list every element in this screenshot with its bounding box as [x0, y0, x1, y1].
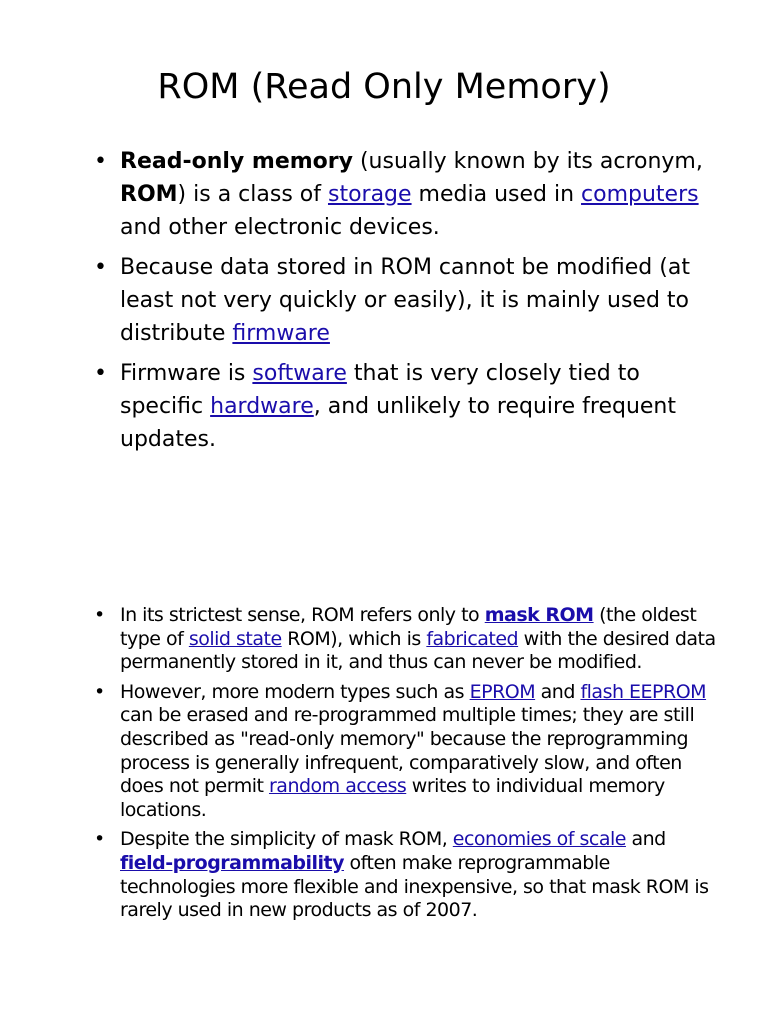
term-read-only-memory: Read-only memory — [120, 149, 353, 174]
text-span: and other electronic devices. — [120, 215, 440, 240]
text-span: can be erased and re-programmed multiple times; they are still described as "read-only memory" because the reprogramming process is generally infrequent, comparatively slow, and often does not permit — [120, 704, 695, 798]
text-span: ) is a class of — [177, 182, 328, 207]
bullet-list-secondary — [94, 604, 720, 929]
link-flash-eeprom[interactable]: flash EEPROM — [580, 680, 707, 703]
link-mask-rom[interactable]: mask ROM — [484, 604, 594, 626]
link-random-access[interactable]: random access — [268, 775, 407, 798]
text-span: media used in — [411, 182, 582, 207]
term-rom: ROM — [120, 182, 178, 207]
list-item — [94, 251, 720, 350]
text-span: Despite the simplicity of mask ROM, — [120, 828, 453, 851]
text-span: and — [535, 680, 581, 703]
text-span: writes to individual memory locations. — [120, 775, 665, 821]
bullet-icon: • — [94, 361, 107, 386]
text-span: However, more modern types such as — [120, 680, 470, 703]
list-item — [94, 828, 720, 922]
link-fabricated[interactable]: fabricated — [426, 627, 519, 650]
text-span: Firmware is — [120, 361, 253, 386]
link-hardware[interactable]: hardware — [210, 394, 314, 419]
link-storage[interactable]: storage — [327, 182, 412, 207]
list-item — [94, 357, 720, 456]
link-field-programmability[interactable]: field-programmability — [120, 851, 345, 874]
text-span: (the oldest type of — [120, 604, 697, 650]
link-software[interactable]: software — [252, 361, 347, 386]
text-span: ROM), which is — [281, 627, 427, 650]
text-span: (usually known by its acronym, — [352, 149, 703, 174]
text-span: Because data stored in ROM cannot be modified (at least not very quickly or easily), it is mainly used to distribute — [120, 255, 690, 346]
link-solid-state[interactable]: solid state — [188, 627, 282, 650]
list-item — [94, 145, 720, 244]
text-span: and — [625, 828, 666, 851]
link-economies-of-scale[interactable]: economies of scale — [452, 828, 626, 851]
bullet-icon: • — [94, 149, 107, 174]
link-eprom[interactable]: EPROM — [469, 680, 536, 703]
list-item — [94, 680, 720, 823]
text-span: , and unlikely to require frequent updates. — [120, 394, 676, 452]
bullet-list-primary — [94, 145, 720, 463]
bullet-icon: • — [94, 680, 105, 703]
text-span: often make reprogrammable technologies more flexible and inexpensive, so that mask ROM is rarely used in new products as of 2007. — [120, 851, 709, 922]
bullet-icon: • — [94, 604, 105, 626]
bullet-icon: • — [94, 255, 107, 280]
page-title: ROM (Read Only Memory) — [157, 67, 611, 107]
link-firmware[interactable]: firmware — [232, 321, 330, 346]
text-span: In its strictest sense, ROM refers only to — [120, 604, 485, 626]
text-span: that is very closely tied to specific — [120, 361, 640, 419]
link-computers[interactable]: computers — [581, 182, 699, 207]
text-span: with the desired data permanently stored in it, and thus can never be modified. — [120, 627, 716, 674]
list-item — [94, 604, 720, 675]
bullet-icon: • — [94, 828, 105, 851]
